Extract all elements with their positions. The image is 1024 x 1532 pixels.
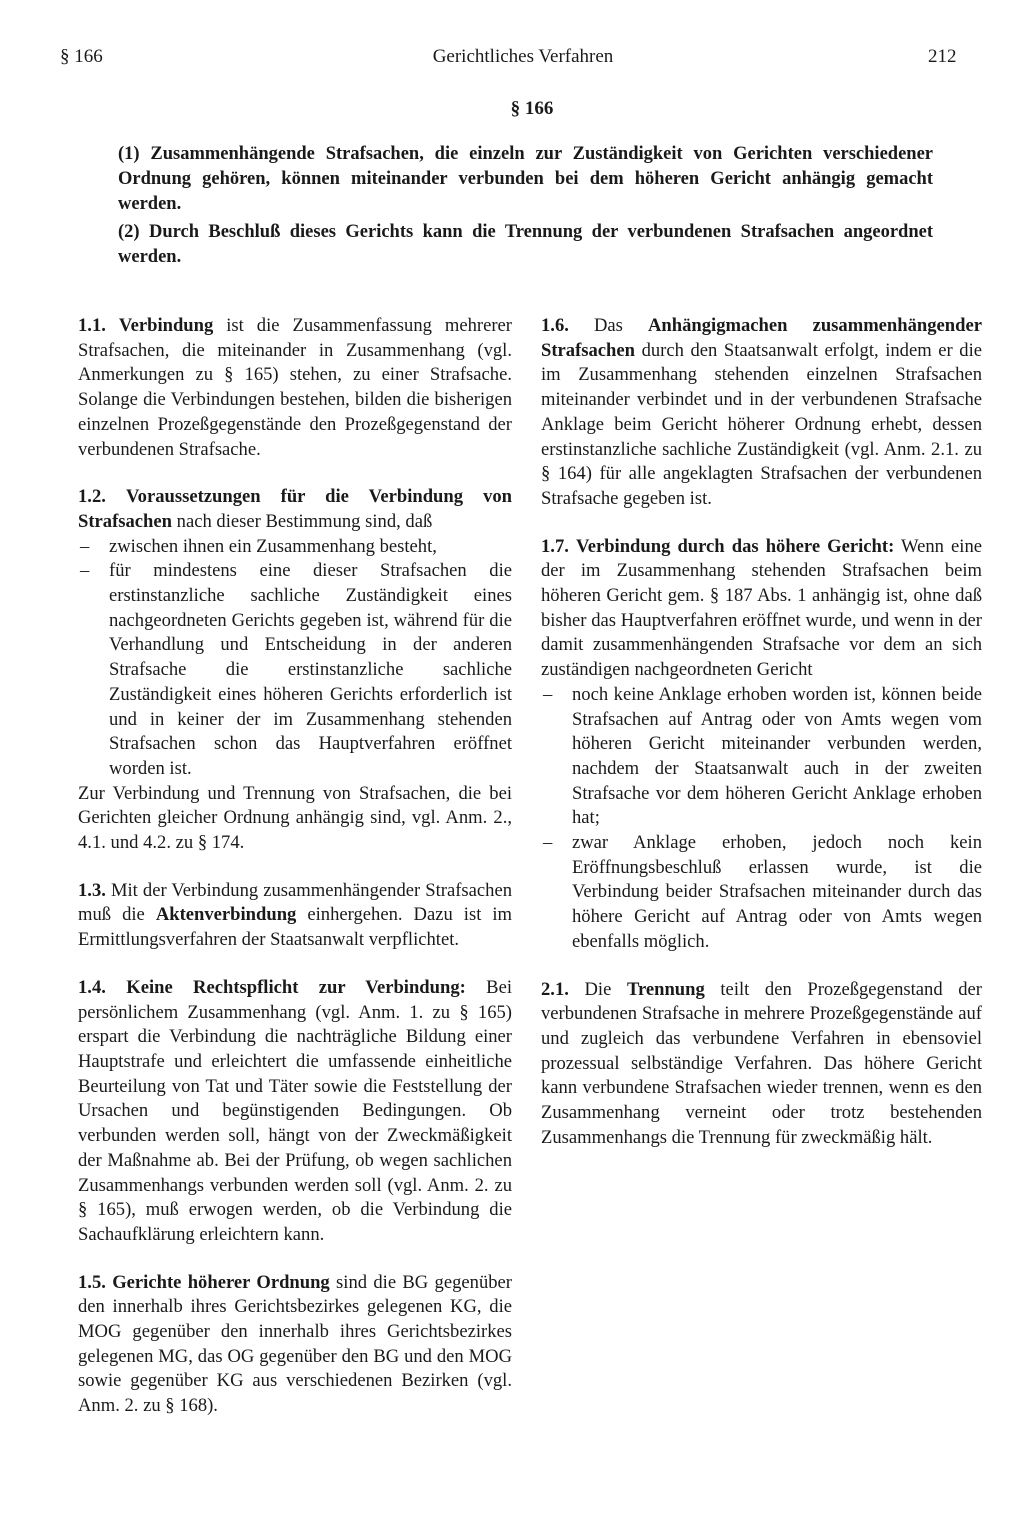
annotation-2-1	[541, 978, 982, 1151]
annotation-number: 1.7.	[541, 535, 569, 557]
annotation-1-4	[78, 976, 512, 1248]
running-header-section: § 166	[60, 46, 103, 67]
statute-paragraph-2: (2) Durch Beschluß dieses Gerichts kann die Trennung der verbundenen Strafsachen angeordnet werden.	[118, 222, 933, 267]
annotation-term: Trennung	[626, 978, 705, 1000]
annotation-text: Das	[568, 315, 648, 336]
annotation-number: 1.6.	[541, 315, 569, 336]
annotation-text: Die	[568, 978, 627, 1000]
annotation-1-7	[541, 535, 982, 683]
annotation-text: sind die BG gegenüber den innerhalb ihres Gerichtsbezirkes gelegenen KG, die MOG gegenüber den innerhalb ihres Gerichtsbezirkes gelegenen MG, das OG gegenüber den BG und den MOG sowie gegenüber KG aus verschiedenen Bezirken (vgl. Anm. 2. zu § 168).	[78, 1271, 512, 1417]
annotation-term: Anhängigmachen zusammenhängender Strafsachen	[541, 315, 982, 361]
list-item: – zwar Anklage erhoben, jedoch noch kein Eröffnungsbeschluß erlassen wurde, ist die Verbindung beider Strafsachen miteinander durch das höhere Gericht auf Antrag oder von Amts wegen ebenfalls möglich.	[541, 831, 982, 955]
annotation-number: 2.1.	[541, 978, 569, 1000]
statute-heading: § 166	[510, 98, 554, 119]
annotation-term: Voraussetzungen für die Verbindung von Strafsachen	[78, 486, 512, 532]
running-header-title: Gerichtliches Verfahren	[432, 46, 614, 67]
annotation-text: teilt den Prozeßgegenstand der verbundenen Strafsache in mehrere Prozeßgegenstände auf und zugleich das verbundene Verfahren in ebensoviel prozessual selbständige Verfahren. Das höhere Gericht kann verbundene Strafsachen wieder trennen, wenn es den Zusammenhang verneint oder trotz bestehenden Zusammenhangs die Trennung für zweckmäßig hält.	[541, 978, 982, 1148]
annotation-number: 1.3.	[78, 879, 106, 901]
annotation-number: 1.4.	[78, 976, 106, 998]
case-list	[541, 683, 982, 955]
annotation-term: Gerichte höherer Ordnung	[112, 1271, 330, 1293]
annotation-term: Keine Rechtspflicht zur Verbindung:	[126, 976, 466, 998]
list-item: – noch keine Anklage erhoben worden ist, können beide Strafsachen auf Antrag oder von Amts wegen vom höheren Gericht miteinander verbunden werden, nachdem der Staatsanwalt auch in der zweiten Strafsache vor dem höheren Gericht Anklage erhoben hat;	[541, 683, 982, 831]
annotation-text: nach dieser Bestimmung sind, daß	[172, 510, 433, 532]
commentary-right-column	[541, 314, 982, 1174]
annotation-1-6	[541, 314, 982, 512]
annotation-number: 1.2.	[78, 486, 106, 508]
annotation-1-2	[78, 485, 512, 534]
commentary-left-column	[78, 314, 512, 1442]
annotation-text: ist die Zusammenfassung mehrerer Strafsachen, die miteinander in Zusammenhang (vgl. Anmerkungen zu § 165) stehen, zu einer Strafsache. Solange die Verbindungen bestehen, bilden die bisherigen einzelnen Prozeßgegenstände den Prozeßgegenstand der verbundenen Strafsache.	[78, 315, 512, 460]
annotation-number: 1.1.	[78, 315, 106, 336]
annotation-term: Verbindung	[118, 315, 214, 336]
annotation-1-5	[78, 1271, 512, 1419]
annotation-1-3	[78, 879, 512, 953]
page-number: 212	[928, 46, 957, 67]
annotation-text: Wenn eine der im Zusammenhang stehenden Strafsachen beim höheren Gericht gem. § 187 Abs. 1 anhängig ist, ohne daß bisher das Hauptverfahren eröffnet wurde, und wenn in der damit zusammenhängenden Strafsache vor dem an sich zuständigen nachgeordneten Gericht	[541, 535, 982, 681]
statute-paragraph-1: (1) Zusammenhängende Strafsachen, die einzeln zur Zuständigkeit von Gerichten verschiedener Ordnung gehören, können miteinander verbunden bei dem höheren Gericht anhängig gemacht werden.	[118, 144, 933, 214]
annotation-text: Mit der Verbindung zusammenhängender Strafsachen muß die	[78, 879, 512, 926]
annotation-term: Verbindung durch das höhere Gericht:	[575, 535, 895, 557]
annotation-1-1	[78, 314, 512, 462]
condition-list	[78, 535, 512, 782]
statute-text	[118, 142, 933, 273]
list-item: – für mindestens eine dieser Strafsachen die erstinstanzliche sachliche Zuständigkeit eines nachgeordneten Gerichts gegeben ist, während für die Verhandlung und Entscheidung in der anderen Strafsache die erstinstanzliche sachliche Zuständigkeit eines höheren Gerichts erforderlich ist und in keiner der im Zusammenhang stehenden Strafsachen schon das Hauptverfahren eröffnet worden ist.	[78, 559, 512, 781]
list-item: – zwischen ihnen ein Zusammenhang besteht,	[78, 535, 512, 560]
annotation-number: 1.5.	[78, 1271, 106, 1293]
annotation-1-2-note: Zur Verbindung und Trennung von Strafsachen, die bei Gerichten gleicher Ordnung anhängig sind, vgl. Anm. 2., 4.1. und 4.2. zu § 174.	[78, 782, 512, 854]
annotation-text: durch den Staatsanwalt erfolgt, indem er die im Zusammenhang stehenden einzelnen Strafsachen miteinander verbindet und in der verbundenen Strafsache Anklage beim Gericht höherer Ordnung erhebt, dessen erstinstanzliche sachliche Zuständigkeit (vgl. Anm. 2.1. zu § 164) für alle angeklagten Strafsachen der verbundenen Strafsache gegeben ist.	[541, 339, 982, 509]
annotation-text: einhergehen. Dazu ist im Ermittlungsverfahren der Staatsanwalt verpflichtet.	[78, 904, 512, 951]
annotation-term: Aktenverbindung	[155, 904, 297, 926]
annotation-text: Bei persönlichem Zusammenhang (vgl. Anm. 1. zu § 165) erspart die Verbindung die nachträgliche Bildung einer Hauptstrafe und erleichtert die umfassende einheitliche Beurteilung von Tat und Täter sowie die Feststellung der Ursachen und begünstigenden Bedingungen. Ob verbunden werden soll, hängt von der Zweckmäßigkeit der Maßnahme ab. Bei der Prüfung, ob wegen sachlichen Zusammenhangs verbunden werden soll (vgl. Anm. 2. zu § 165), muß erwogen werden, ob die Verbindung die Sachaufklärung erleichtern kann.	[78, 976, 512, 1245]
